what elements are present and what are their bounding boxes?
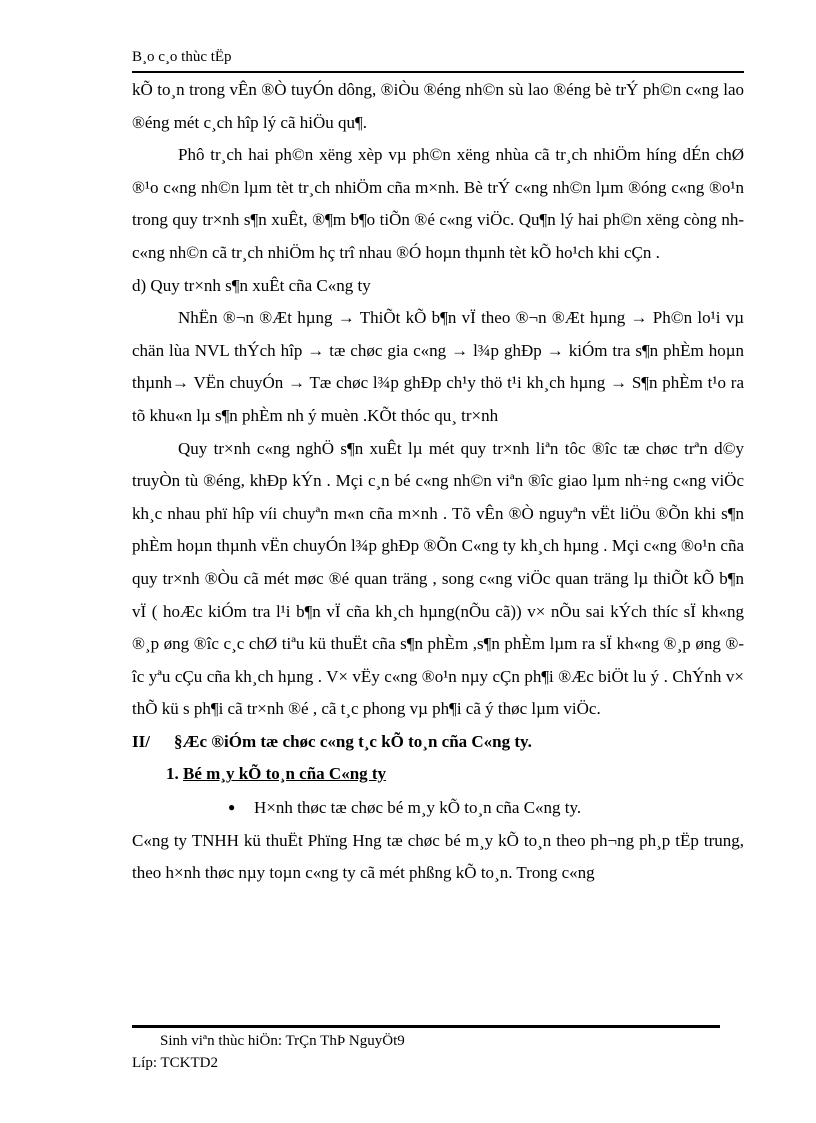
footer-divider [132, 1025, 720, 1028]
section-heading [132, 726, 744, 759]
section-number: II/ [132, 731, 150, 751]
subsection-number: 1. [166, 764, 179, 784]
subsection-title: Bé m¸y kÕ to¸n cña C«ng ty [183, 764, 387, 784]
paragraph: C«ng ty TNHH kü thuËt Phïng Hng tæ chøc bé m¸y kÕ to¸n theo ph¬ng ph¸p tËp trung, theo h×nh thøc nµy toµn c«ng ty cã mét phßng kÕ to¸n. Trong c«ng [132, 830, 744, 883]
paragraph: Quy tr×nh c«ng nghÖ s¶n xuÊt lµ mét quy tr×nh liªn tôc ®îc tæ chøc trªn d©y truyÒn tù ®éng, khÐp kÝn . Mçi c¸n bé c«ng nh©n viªn ®îc giao lµm nh÷ng c«ng viÖc kh¸c nhau phï hîp víi chuyªn m«n cña m×nh . Tõ vÊn ®Ò nguyªn vËt liÖu ®Õn khi s¶n phÈm hoµn thµnh vËn chuyÓn l¾p ghÐp ®Õn C«ng ty kh¸ch hµng . Mçi c«ng ®o¹n cña quy tr×nh ®Òu cã mét møc ®é quan träng , song c«ng viÖc quan träng lµ thiÕt kÕ b¶n vÏ ( hoÆc kiÓm tra l¹i b¶n vÏ cña kh¸ch hµng(nÕu cã)) v× nÕu sai kÝch thíc sÏ kh«ng ®¸p øng ®îc c¸c chØ tiªu kü thuËt cña s¶n phÈm ,s¶n phÈm lµm ra sÏ kh«ng ®¸p øng ®îc yªu cÇu cña kh¸ch hµng . V× vËy c«ng ®o¹n nµy cÇn ph¶i ®Æc biÖt lu ý . ChÝnh v× thÕ kü s ph¶i cã tr×nh ®é , cã t¸c phong vµ ph¶i cã ý thøc lµm viÖc. [132, 438, 744, 719]
document-body [132, 74, 744, 890]
paragraph: kÕ to¸n trong vÊn ®Ò tuyÓn dông, ®iÒu ®éng nh©n sù lao ®éng bè trÝ ph©n c«ng lao ®éng mét c¸ch hîp lý cã hiÖu qu¶. [132, 80, 744, 132]
process-flow: NhËn ®¬n ®Æt hµng → ThiÕt kÕ b¶n vÏ theo ®¬n ®Æt hµng → Ph©n lo¹i vµ chän lùa NVL thÝch hîp → tæ chøc gia c«ng → l¾p ghÐp → kiÓm tra s¶n phÈm hoµn thµnh→ VËn chuyÓn → Tæ chøc l¾p ghÐp ch¹y thö t¹i kh¸ch hµng → S¶n phÈm t¹o ra tõ khu«n lµ s¶n phÈm nh ý muèn .KÕt thóc qu¸ tr×nh [132, 308, 744, 425]
bullet-item [132, 791, 744, 825]
bullet-text: H×nh thøc tæ chøc bé m¸y kÕ to¸n cña C«ng ty. [254, 798, 582, 818]
header-divider [132, 71, 744, 73]
section-title: §Æc ®iÓm tæ chøc c«ng t¸c kÕ to¸n cña C«ng ty. [174, 731, 532, 751]
subheading-process: d) Quy tr×nh s¶n xuÊt cña C«ng ty [132, 275, 371, 295]
page-header: B¸o c¸o thùc tËp [132, 49, 232, 65]
footer-author: Sinh viªn thùc hiÖn: TrÇn ThÞ NguyÖt9 [160, 1033, 405, 1049]
paragraph: Phô tr¸ch hai ph©n xëng xèp vµ ph©n xëng nhùa cã tr¸ch nhiÖm híng dÉn chØ ®¹o c«ng nh©n lµm tèt tr¸ch nhiÖm cña m×nh. Bè trÝ c«ng nh©n lµm ®óng c«ng ®o¹n trong quy tr×nh s¶n xuÊt, ®¶m b¶o tiÕn ®é c«ng viÖc. Qu¶n lý hai ph©n xëng còng nh c«ng nh©n cã tr¸ch nhiÖm hç trî nhau ®Ó hoµn thµnh tèt kÕ ho¹ch khi cÇn . [132, 145, 744, 262]
subsection-heading [132, 758, 744, 791]
footer-class: Líp: TCKTD2 [132, 1055, 218, 1071]
bullet-icon: ● [228, 800, 236, 815]
page-footer [132, 1030, 405, 1074]
